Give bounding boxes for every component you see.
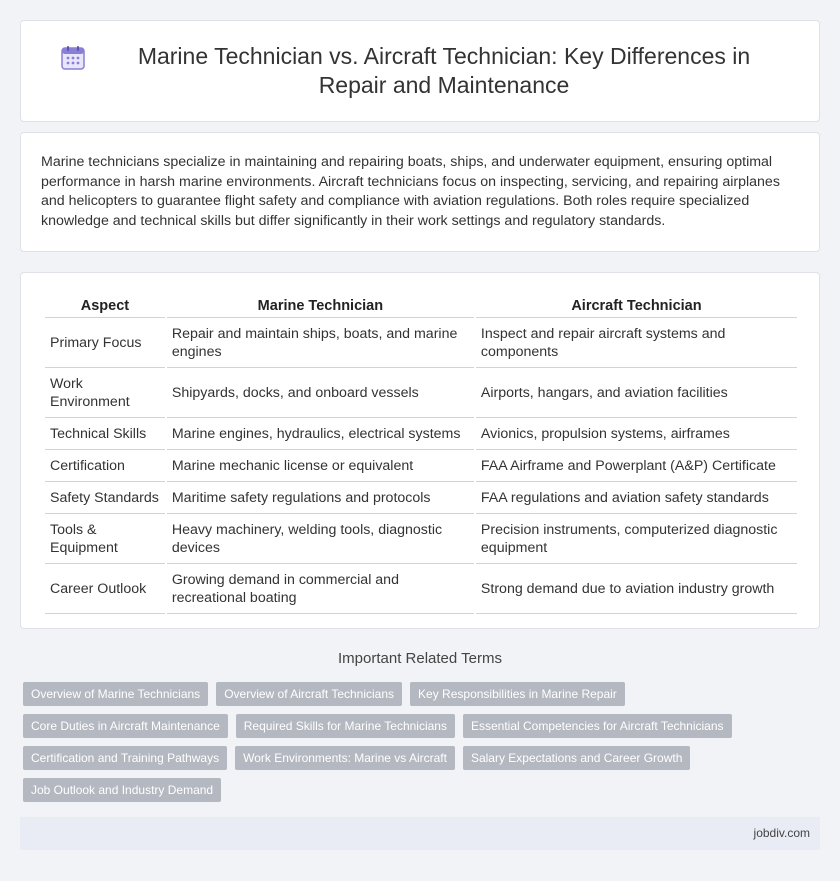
comparison-table (43, 293, 799, 614)
related-terms-title: Important Related Terms (338, 650, 502, 667)
intro-card (20, 132, 820, 252)
cell-aircraft: FAA Airframe and Powerplant (A&P) Certificate (476, 450, 797, 482)
cell-marine: Marine engines, hydraulics, electrical systems (167, 418, 474, 450)
cell-aspect: Safety Standards (45, 482, 165, 514)
table-row (45, 514, 797, 564)
table-row (45, 318, 797, 368)
comparison-card (20, 272, 820, 629)
related-term-tag[interactable]: Key Responsibilities in Marine Repair (410, 682, 625, 706)
related-term-tag[interactable]: Job Outlook and Industry Demand (23, 778, 221, 802)
table-header-row (45, 293, 797, 318)
column-header-marine: Marine Technician (167, 293, 474, 318)
column-header-aircraft: Aircraft Technician (476, 293, 797, 318)
cell-aircraft: Avionics, propulsion systems, airframes (476, 418, 797, 450)
footer-site-link[interactable]: jobdiv.com (753, 826, 810, 840)
related-term-tag[interactable]: Overview of Marine Technicians (23, 682, 208, 706)
cell-aircraft: Airports, hangars, and aviation facilities (476, 368, 797, 418)
table-row (45, 368, 797, 418)
table-row (45, 418, 797, 450)
related-term-tag[interactable]: Salary Expectations and Career Growth (463, 746, 690, 770)
cell-marine: Repair and maintain ships, boats, and marine engines (167, 318, 474, 368)
related-term-tag[interactable]: Essential Competencies for Aircraft Technicians (463, 714, 732, 738)
column-header-aspect: Aspect (45, 293, 165, 318)
cell-aircraft: FAA regulations and aviation safety standards (476, 482, 797, 514)
table-row (45, 450, 797, 482)
calendar-icon (60, 45, 86, 71)
footer (20, 817, 820, 850)
cell-marine: Marine mechanic license or equivalent (167, 450, 474, 482)
cell-aspect: Technical Skills (45, 418, 165, 450)
cell-aircraft: Inspect and repair aircraft systems and components (476, 318, 797, 368)
cell-aircraft: Precision instruments, computerized diagnostic equipment (476, 514, 797, 564)
related-term-tag[interactable]: Certification and Training Pathways (23, 746, 227, 770)
page-title: Marine Technician vs. Aircraft Technician: Key Differences in Repair and Maintenance (137, 43, 751, 98)
table-row (45, 564, 797, 614)
cell-marine: Shipyards, docks, and onboard vessels (167, 368, 474, 418)
related-term-tag[interactable]: Work Environments: Marine vs Aircraft (235, 746, 455, 770)
cell-marine: Growing demand in commercial and recreational boating (167, 564, 474, 614)
cell-aspect: Primary Focus (45, 318, 165, 368)
cell-aspect: Certification (45, 450, 165, 482)
header (60, 42, 780, 100)
header-card (20, 20, 820, 122)
related-term-tag[interactable]: Overview of Aircraft Technicians (216, 682, 402, 706)
related-term-tag[interactable]: Required Skills for Marine Technicians (236, 714, 455, 738)
cell-aspect: Career Outlook (45, 564, 165, 614)
related-term-tag[interactable]: Core Duties in Aircraft Maintenance (23, 714, 228, 738)
related-terms-list (23, 682, 823, 802)
cell-marine: Heavy machinery, welding tools, diagnostic devices (167, 514, 474, 564)
intro-text: Marine technicians specialize in maintaining and repairing boats, ships, and underwater equipment, ensuring optimal performance in harsh marine environments. Aircraft technicians focus on inspecting, servicing, and repairing airplanes and helicopters to guarantee flight safety and compliance with aviation regulations. Both roles require specialized knowledge and technical skills but differ significantly in their work settings and regulatory standards. (41, 154, 780, 229)
cell-aircraft: Strong demand due to aviation industry growth (476, 564, 797, 614)
cell-marine: Maritime safety regulations and protocols (167, 482, 474, 514)
cell-aspect: Work Environment (45, 368, 165, 418)
cell-aspect: Tools & Equipment (45, 514, 165, 564)
table-row (45, 482, 797, 514)
